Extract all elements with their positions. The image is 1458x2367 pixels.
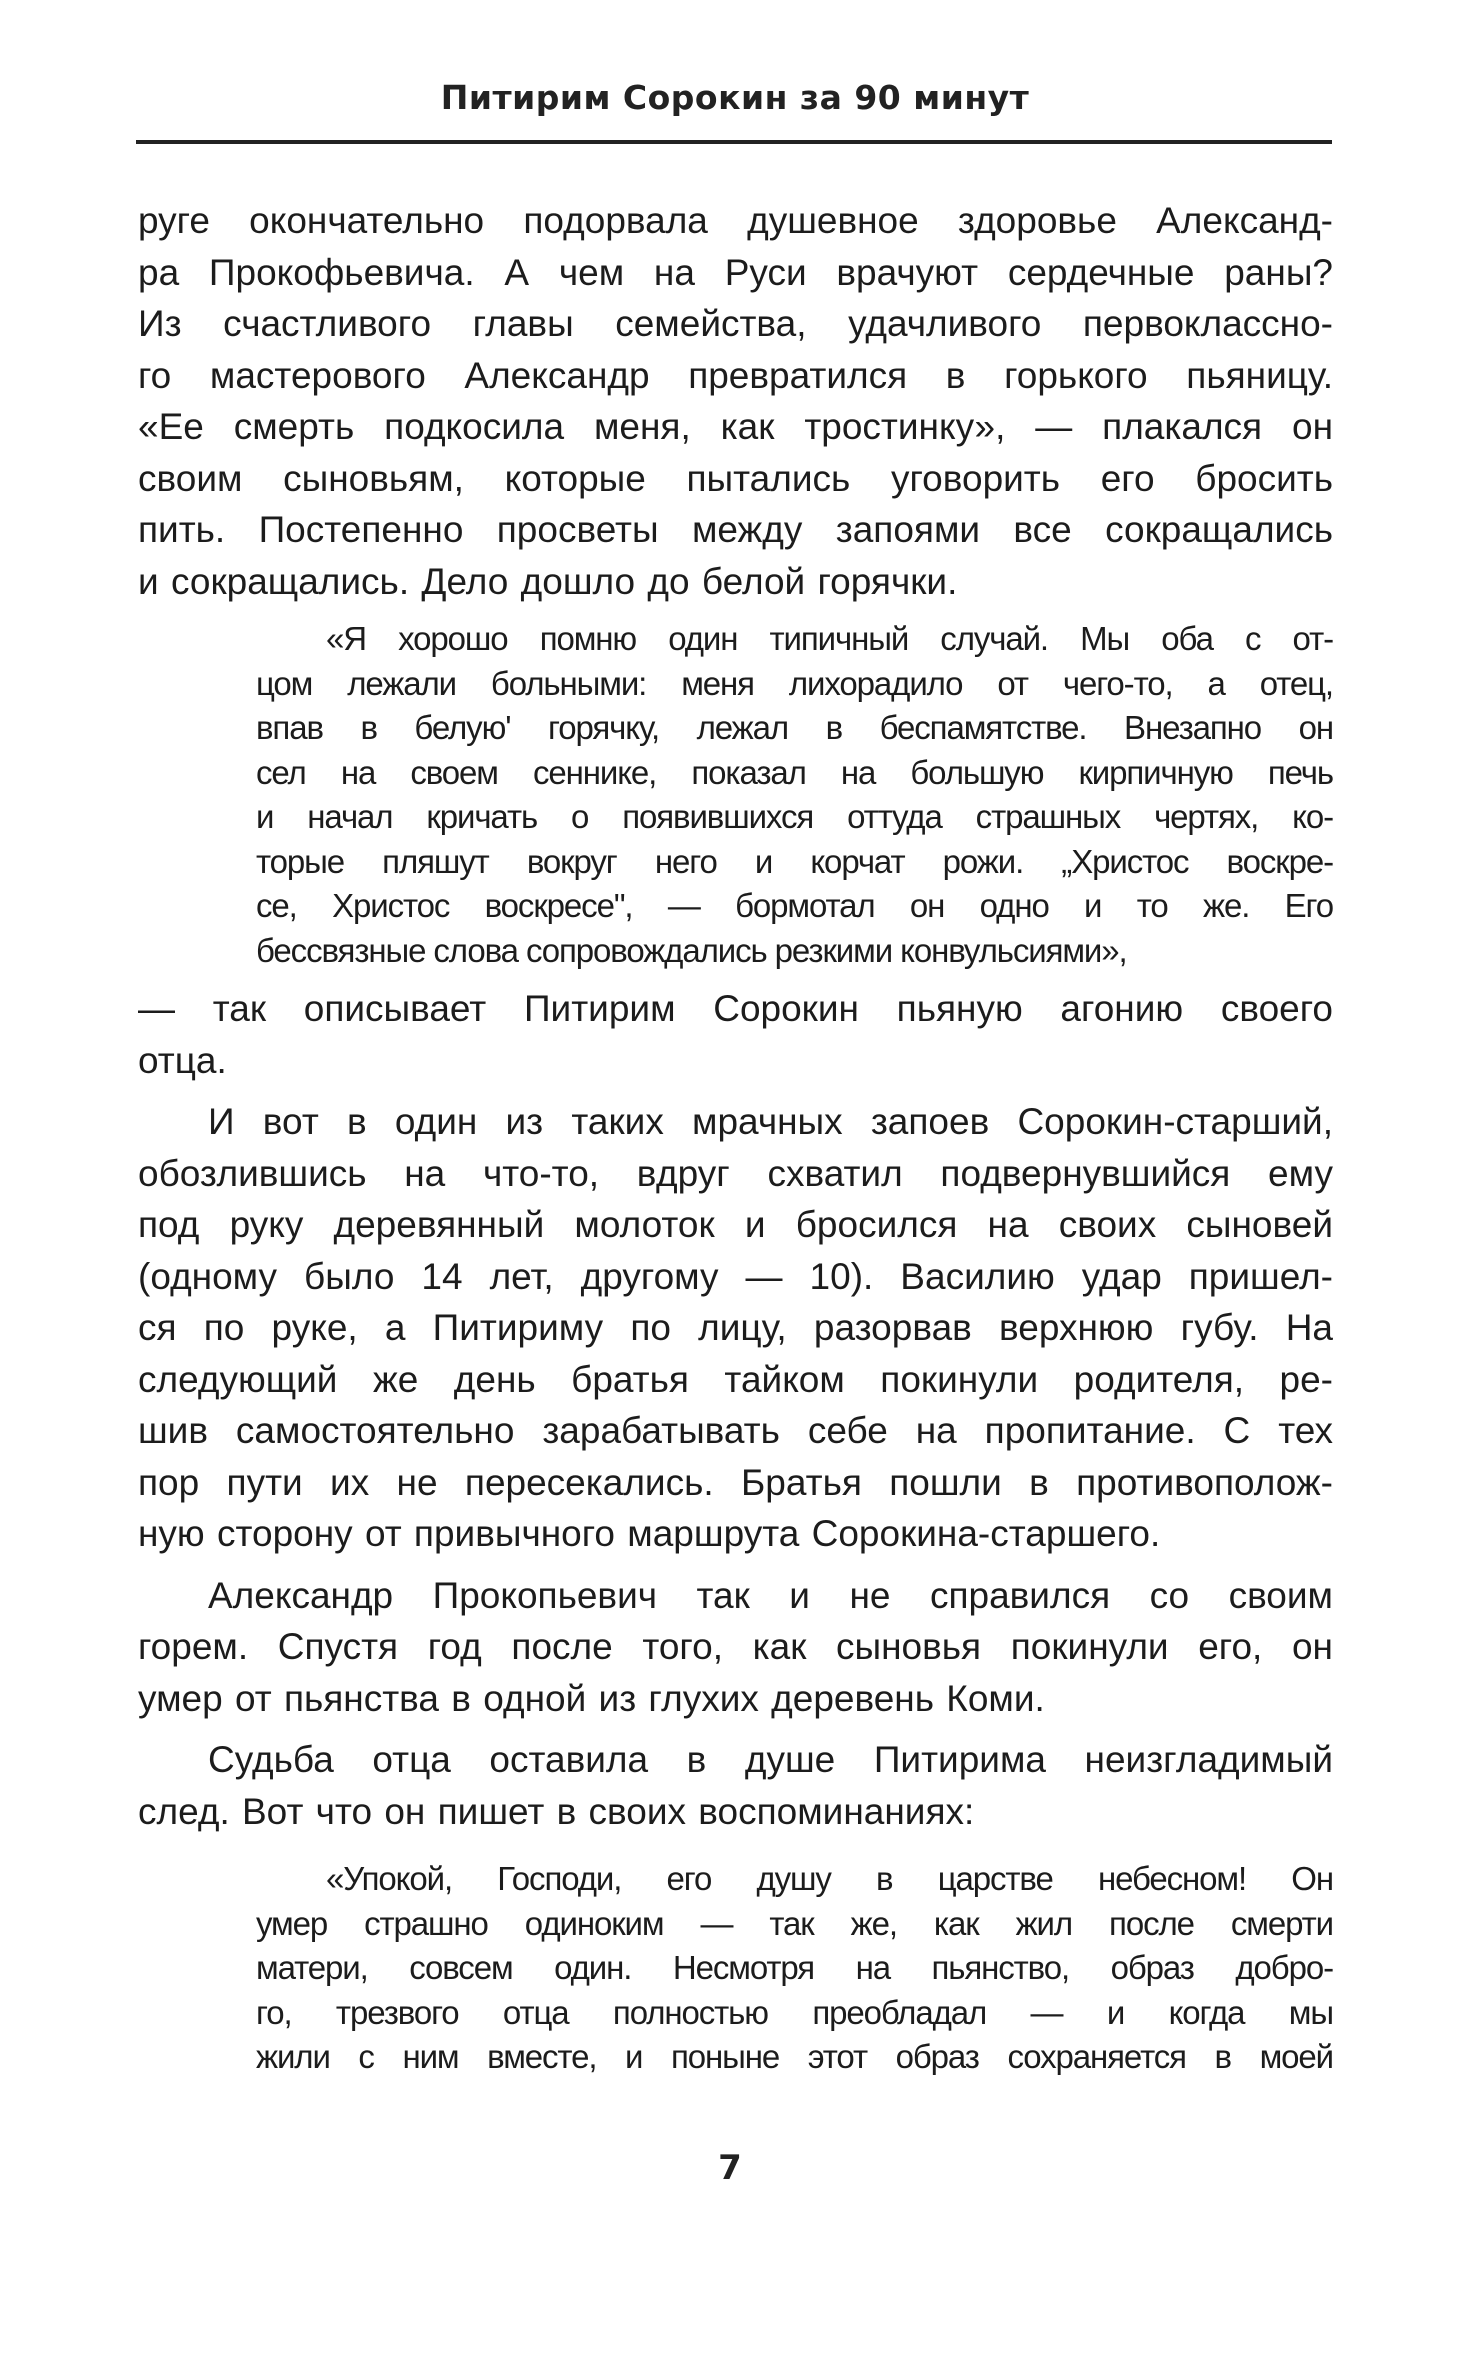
text-line: руге окончательно подорвала душевное здоровье Александ- (138, 200, 1333, 241)
text-line: Из счастливого главы семейства, удачливого первоклассно- (138, 303, 1333, 344)
quote-line: «Я хорошо помню один типичный случай. Мы оба с от- (326, 620, 1333, 657)
text-line: Судьба отца оставила в душе Питирима неизгладимый (208, 1739, 1333, 1780)
quote-line: умер страшно одиноким — так же, как жил после смерти (256, 1904, 1333, 1942)
text-line: пить. Постепенно просветы между запоями все сокращались (138, 509, 1333, 550)
quote-line: цом лежали больными: меня лихорадило от чего-то, а отец, (256, 664, 1333, 702)
block-quote-1 (138, 617, 1333, 973)
paragraph-5 (138, 1734, 1333, 1837)
block-quote-2 (138, 1857, 1333, 2080)
text-line: ся по руке, а Питириму по лицу, разорвав верхнюю губу. На (138, 1307, 1333, 1348)
paragraph-2 (138, 983, 1333, 1086)
quote-line: «Упокой, Господи, его душу в царстве небесном! Он (326, 1860, 1333, 1897)
text-line: (одному было 14 лет, другому — 10). Василию удар пришел- (138, 1255, 1333, 1297)
paragraph-3 (138, 1096, 1333, 1560)
text-line: шив самостоятельно зарабатывать себе на пропитание. С тех (138, 1410, 1333, 1451)
quote-line: се, Христос воскресе", — бормотал он одно и то же. Его (256, 887, 1333, 924)
quote-line: жили с ним вместе, и поныне этот образ сохраняется в моей (256, 2038, 1333, 2075)
text-line: под руку деревянный молоток и бросился на своих сыновей (138, 1204, 1333, 1245)
quote-line: сел на своем сеннике, показал на большую кирпичную печь (256, 753, 1333, 791)
text-line: отца. (138, 1039, 227, 1081)
paragraph-1 (138, 195, 1333, 607)
text-line: «Ее смерть подкосила меня, как тростинку», — плакался он (138, 406, 1333, 447)
quote-line: бессвязные слова сопровождались резкими конвульсиями», (256, 931, 1127, 969)
text-line: горем. Спустя год после того, как сыновья покинули его, он (138, 1626, 1333, 1667)
text-line: умер от пьянства в одной из глухих деревень Коми. (138, 1677, 1045, 1719)
text-line: Александр Прокопьевич так и не справился со своим (208, 1574, 1333, 1616)
paragraph-4 (138, 1570, 1333, 1725)
text-line: ную сторону от привычного маршрута Сорокина-старшего. (138, 1513, 1161, 1554)
quote-line: матери, совсем один. Несмотря на пьянство, образ добро- (256, 1949, 1333, 1986)
text-line: след. Вот что он пишет в своих воспоминаниях: (138, 1790, 975, 1832)
running-header: Питирим Сорокин за 90 минут (440, 78, 1030, 117)
text-line: своим сыновьям, которые пытались уговорить его бросить (138, 457, 1333, 499)
quote-line: торые пляшут вокруг него и корчат рожи. „Христос воскре- (256, 842, 1333, 880)
text-line: и сокращались. Дело дошло до белой горячки. (138, 560, 958, 602)
text-line: го мастерового Александр превратился в горького пьяницу. (138, 354, 1333, 396)
text-line: — так описывает Питирим Сорокин пьяную агонию своего (138, 988, 1333, 1029)
header-rule (136, 140, 1332, 144)
text-line: И вот в один из таких мрачных запоев Сорокин-старший, (208, 1101, 1333, 1142)
body-text (138, 195, 1333, 2090)
quote-line: го, трезвого отца полностью преобладал — и когда мы (256, 1993, 1333, 2031)
quote-line: и начал кричать о появившихся оттуда страшных чертях, ко- (256, 798, 1333, 835)
page-number: 7 (718, 2148, 742, 2188)
quote-line: впав в белую' горячку, лежал в беспамятстве. Внезапно он (256, 709, 1333, 746)
text-line: следующий же день братья тайком покинули родителя, ре- (138, 1358, 1333, 1400)
text-line: ра Прокофьевича. А чем на Руси врачуют сердечные раны? (138, 251, 1333, 293)
text-line: пор пути их не пересекались. Братья пошли в противополож- (138, 1461, 1333, 1503)
text-line: обозлившись на что-то, вдруг схватил подвернувшийся ему (138, 1152, 1333, 1194)
